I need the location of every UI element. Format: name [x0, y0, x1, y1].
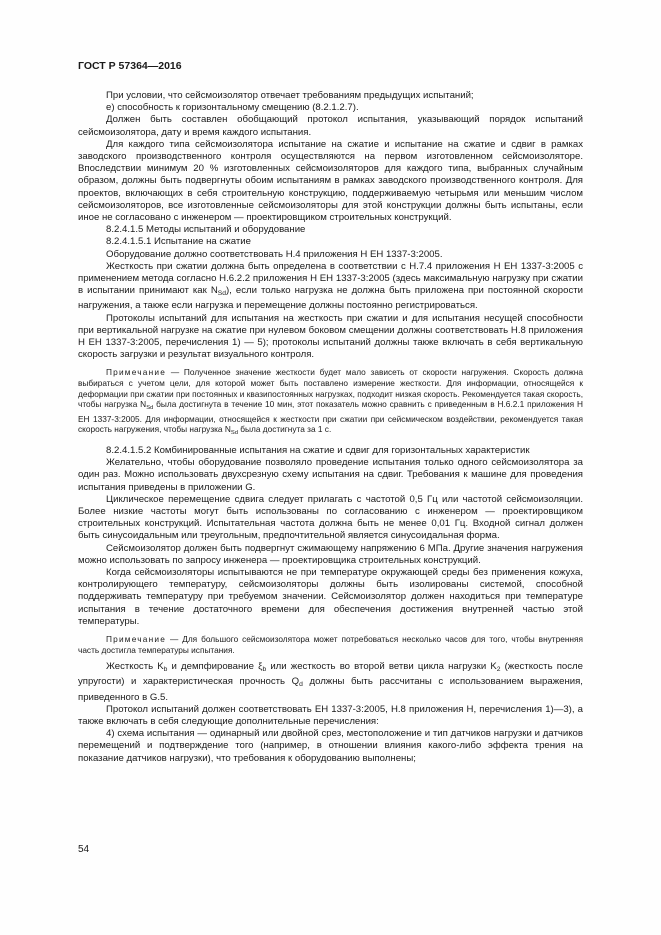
paragraph: Для каждого типа сейсмоизолятора испытание на сжатие и испытание на сжатие и сдвиг в рамках заводского производственного контроля осуществляются на первом изготовленном сейсмоизоляторе. Впоследствии минимум 20 % изготовленных сейсмоизоляторов для каждого типа, выбранных случайным образом, должны быть подвергнуты обоим испытаниям в рамках заводского производственного контроля. Для проектов, включающих в себя строительную конструкцию, поддерживаемую четырьмя или меньшим числом сейсмоизоляторов, все изготовленные сейсмоизоляторы для этой конструкции должны быть испытаны, если иное не согласовано с инженером — проектировщиком строительных конструкций. [78, 138, 583, 224]
subscript: b [163, 666, 168, 674]
paragraph: 4) схема испытания — одинарный или двойной срез, местоположение и тип датчиков нагрузки и датчиков перемещений и подтверждение того (например, в отношении влияния какого-либо эффекта трения на показание датчиков нагрузки), что требования к оборудованию выполнены; [78, 728, 583, 764]
subscript: 2 [496, 666, 501, 674]
page-number: 54 [78, 844, 90, 855]
text-run: и демпфирование ξ [167, 661, 263, 673]
note [78, 367, 583, 439]
paragraph: Протокол испытаний должен соответствовать ЕН 1337-3:2005, Н.8 приложения Н, перечисления 1)—3), а также включать в себя следующие дополнительные перечисления: [78, 703, 583, 728]
paragraph: е) способность к горизонтальному смещению (8.2.1.2.7). [106, 102, 359, 114]
text-run: была достигнута за 1 с. [237, 424, 332, 435]
paragraph: Сейсмоизолятор должен быть подвергнут сжимающему напряжению 6 МПа. Другие значения нагружения можно использовать по запросу инженера — проектировщика строительных конструкций. [78, 542, 583, 566]
paragraph [78, 661, 583, 704]
section-heading: 8.2.4.1.5.1 Испытание на сжатие [106, 236, 251, 248]
section-heading: 8.2.4.1.5.2 Комбинированные испытания на сжатие и сдвиг для горизонтальных характеристик [106, 445, 530, 457]
paragraph: Должен быть составлен обобщающий протокол испытания, указывающий порядок испытаний сейсмоизолятора, дату и время каждого испытания. [78, 114, 583, 138]
text-run: — Для большого сейсмоизолятора может потребоваться несколько часов для того, чтобы внутренняя часть достигла температуры испытания. [78, 634, 583, 655]
paragraph: Циклическое перемещение сдвига следует прилагать с частотой 0,5 Гц или частотой сейсмоизоляции. Более низкие частоты могут быть использованы по согласованию с инженером — проектировщиком строительных конструкций. Испытательная частота должна быть не менее 0,01 Гц. Входной сигнал должен быть синусоидальным или треугольным, предпочтительной является синусоидальная форма. [78, 493, 583, 542]
paragraph: Когда сейсмоизоляторы испытываются не при температуре окружающей среды без применения кожуха, контролирующего температуру, сейсмоизоляторы должны быть изолированы системой, способной поддерживать температуру при требуемом значении. Сейсмоизолятор должен находиться при температуре испытания в течение достаточного времени для обеспечения достижения внутренней частью этой температуры. [78, 567, 583, 627]
text-run: ), если только нагрузка не должна быть приложена при постоянной скорости нагружения, а также если нагрузка и перемещение должны постоянно регистрироваться. [78, 285, 583, 312]
subscript: Sd [217, 290, 226, 298]
document-header: ГОСТ Р 57364—2016 [78, 60, 182, 72]
section-heading: 8.2.4.1.5 Методы испытаний и оборудование [106, 224, 306, 236]
subscript: b [262, 666, 267, 674]
paragraph: Протоколы испытаний для испытания на жесткость при сжатии и для испытания несущей способности при вертикальной нагрузке на сжатие при нулевом боковом смещении должны соответствовать Н.8 приложения Н ЕН 1337-3:2005, перечисления 1) — 5); протоколы испытаний должны также включать в себя вертикальную скорость загрузки и результат визуального контроля. [78, 312, 583, 361]
text-run: Жесткость при сжатии должна быть определена в соответствии с Н.7.4 приложения Н ЕН 1337-3:2005 с применением метода согласно Н.6.2.2 приложения Н ЕН 1337-3:2005 (здесь максимальную нагрузку при сжатии в испытании принимают как N [78, 260, 583, 297]
note-label: Примечание [106, 367, 167, 378]
paragraph: Желательно, чтобы оборудование позволяло проведение испытания только одного сейсмоизолятора за один раз. Можно использовать двухсрезную схему испытания на сдвиг. Требования к машине для проведения испытания приведены в приложении G. [78, 457, 583, 493]
paragraph [78, 261, 583, 313]
subscript: d [299, 681, 303, 689]
note [78, 634, 583, 655]
text-run: или жесткость во второй ветви цикла нагрузки K [266, 661, 497, 673]
subscript: Sd [146, 405, 154, 412]
paragraph: При условии, что сейсмоизолятор отвечает требованиям предыдущих испытаний; [106, 90, 474, 101]
document-body [78, 90, 583, 765]
text-run: была достигнута в течение 10 мин, этот показатель можно сравнить с приведенным в Н.6.2.1 приложения Н ЕН 1337-3:2005. Для информации, относящейся к жесткости при сжатии при сейсмическом воздействии, рекомендуется такая скорость нагружения, чтобы нагрузка N [78, 399, 583, 435]
text-run: — Полученное значение жесткости будет мало зависеть от скорости нагружения. Скорость должна выбираться с учетом цели, для которой может быть поставлено измерение жесткости. Для информации, относящейся к деформации при сжатии при постоянных и квазипостоянных нагрузках, подходит низкая скорость. Рекомендуется такая скорость, чтобы нагрузка N [78, 367, 583, 410]
text-run: Жесткость K [106, 661, 164, 673]
note-label: Примечание [106, 634, 167, 645]
text-run: (жесткость после упругости) и характеристическая прочность Q [78, 661, 583, 688]
paragraph: Оборудование должно соответствовать Н.4 приложения Н ЕН 1337-3:2005. [106, 248, 443, 260]
text-run: должны быть рассчитаны с использованием выражения, приведенного в G.5. [78, 676, 583, 703]
subscript: Sd [230, 430, 238, 437]
